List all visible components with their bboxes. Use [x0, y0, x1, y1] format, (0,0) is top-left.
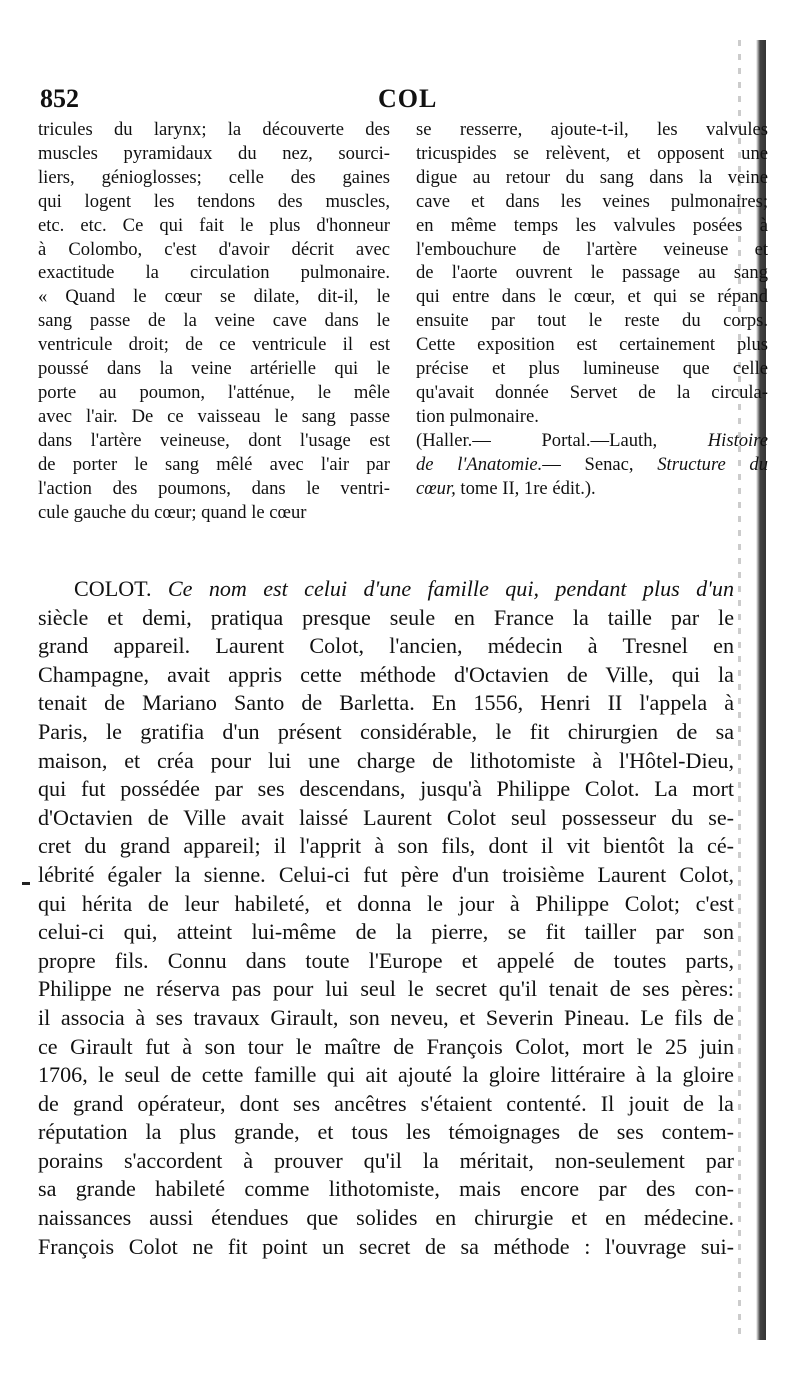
article-line: qui fut possédée par ses descendans, jusqu'à Philippe Colot. La mort	[38, 776, 734, 802]
margin-mark	[22, 882, 30, 885]
left-column-line: à Colombo, c'est d'avoir décrit avec	[38, 238, 390, 260]
right-column-line: qu'avait donnée Servet de la circula-	[416, 381, 768, 403]
left-column-line: etc. etc. Ce qui fait le plus d'honneur	[38, 214, 390, 236]
article-line	[38, 575, 734, 604]
article-headword: COLOT.	[74, 576, 152, 601]
right-column-line: en même temps les valvules posées à	[416, 214, 768, 236]
left-column-line: sang passe de la veine cave dans le	[38, 310, 390, 332]
article-line: François Colot ne fit point un secret de sa méthode : l'ouvrage sui-	[38, 1233, 734, 1259]
citation-line-3	[416, 477, 768, 501]
article-line: Paris, le gratifia d'un présent considérable, le fit chirurgien de sa	[38, 718, 734, 744]
article-line: 1706, le seul de cette famille qui ait ajouté la gloire littéraire à la gloire	[38, 1062, 734, 1088]
right-column-line: l'embouchure de l'artère veineuse et	[416, 238, 768, 260]
article-line: de grand opérateur, dont ses ancêtres s'étaient contenté. Il jouit de la	[38, 1090, 734, 1116]
article-line: sa grande habileté comme lithotomiste, mais encore par des con-	[38, 1176, 734, 1202]
page-number: 852	[40, 84, 79, 113]
article-line: qui hérita de leur habileté, et donna le jour à Philippe Colot; c'est	[38, 890, 734, 916]
article-line: maison, et créa pour lui une charge de lithotomiste à l'Hôtel-Dieu,	[38, 747, 734, 773]
article-line: celui-ci qui, atteint lui-même de la pierre, se fit tailler par son	[38, 919, 734, 945]
right-column-line: de l'aorte ouvrent le passage au sang	[416, 262, 768, 284]
article-line: réputation la plus grande, et tous les témoignages de ses contem-	[38, 1119, 734, 1145]
left-column-line: qui logent les tendons des muscles,	[38, 190, 390, 212]
running-head: COL	[378, 84, 438, 113]
right-column-body	[416, 118, 768, 429]
left-column-line: dans l'artère veineuse, dont l'usage est	[38, 429, 390, 451]
right-column-line: précise et plus lumineuse que celle	[416, 358, 768, 380]
left-column-line: cule gauche du cœur; quand le cœur	[38, 501, 307, 523]
left-column-line: muscles pyramidaux du nez, sourci-	[38, 142, 390, 164]
left-column-line: de porter le sang mêlé avec l'air par	[38, 453, 390, 475]
citation-title-2: Structure du	[657, 453, 768, 475]
right-column-line: digue au retour du sang dans la veine	[416, 166, 768, 188]
article-line: porains s'accordent à prouver qu'il la méritait, non-seulement par	[38, 1147, 734, 1173]
article-line: lébrité égaler la sienne. Celui-ci fut père d'un troisième Laurent Colot,	[38, 861, 734, 887]
right-column-line: cave et dans les veines pulmonaires;	[416, 190, 768, 212]
article-line: ce Girault fut à son tour le maître de François Colot, mort le 25 juin	[38, 1033, 734, 1059]
article-line: propre fils. Connu dans toute l'Europe et appelé de toutes parts,	[38, 947, 734, 973]
right-column-line: qui entre dans le cœur, et qui se répand	[416, 286, 768, 308]
right-column	[416, 118, 768, 524]
right-column-line: tion pulmonaire.	[416, 405, 539, 427]
left-column-line: tricules du larynx; la découverte des	[38, 119, 390, 140]
citation-line-2	[416, 453, 768, 477]
article-line: siècle et demi, pratiqua presque seule en France la taille par le	[38, 604, 734, 630]
left-column-line: ventricule droit; de ce ventricule il est	[38, 334, 390, 356]
article-line: il associa à ses travaux Girault, son neveu, et Severin Pineau. Le fils de	[38, 1004, 734, 1030]
left-column-line: avec l'air. De ce vaisseau le sang passe	[38, 405, 390, 427]
article-first-line-text: Ce nom est celui d'une famille qui, pendant plus d'un	[167, 576, 734, 601]
left-column-line: liers, génioglosses; celle des gaines	[38, 166, 390, 188]
citation-mid: — Senac,	[542, 453, 658, 475]
citation-line-1	[416, 429, 768, 453]
left-column-line: porte au poumon, l'atténue, le mêle	[38, 381, 390, 403]
left-column-line: exactitude la circulation pulmonaire.	[38, 262, 390, 284]
article-colot	[38, 575, 734, 1261]
citation-title-2-cont: cœur,	[416, 477, 456, 499]
citation-prefix: (Haller.— Portal.—Lauth,	[416, 429, 708, 451]
article-line: Champagne, avait appris cette méthode d'Octavien de Ville, qui la	[38, 661, 734, 687]
right-column-line: se resserre, ajoute-t-il, les valvules	[416, 119, 768, 140]
two-column-section	[38, 118, 768, 524]
article-line: naissances aussi étendues que solides en chirurgie et en médecine.	[38, 1205, 734, 1231]
article-line: Philippe ne réserva pas pour lui seul le secret qu'il tenait de ses pères:	[38, 976, 734, 1002]
right-column-line: tricuspides se relèvent, et opposent une	[416, 142, 768, 164]
left-column-line: l'action des poumons, dans le ventri-	[38, 477, 390, 499]
left-column-line: « Quand le cœur se dilate, dit-il, le	[38, 286, 390, 308]
right-column-line: Cette exposition est certainement plus	[416, 334, 768, 356]
citation-title-1-cont: de l'Anatomie.	[416, 453, 543, 475]
article-line: cret du grand appareil; il l'apprit à son fils, dont il vit bientôt la cé-	[38, 833, 734, 859]
left-column	[38, 118, 390, 524]
article-line: grand appareil. Laurent Colot, l'ancien, médecin à Tresnel en	[38, 633, 734, 659]
article-line: d'Octavien de Ville avait laissé Laurent Colot seul possesseur du se-	[38, 804, 734, 830]
citation-title-1: Histoire	[707, 429, 768, 451]
article-line: tenait de Mariano Santo de Barletta. En 1556, Henri II l'appela à	[38, 690, 734, 716]
right-column-line: ensuite par tout le reste du corps.	[416, 310, 768, 332]
left-column-line: poussé dans la veine artérielle qui le	[38, 358, 390, 380]
citation-end: tome II, 1re édit.).	[455, 477, 596, 499]
